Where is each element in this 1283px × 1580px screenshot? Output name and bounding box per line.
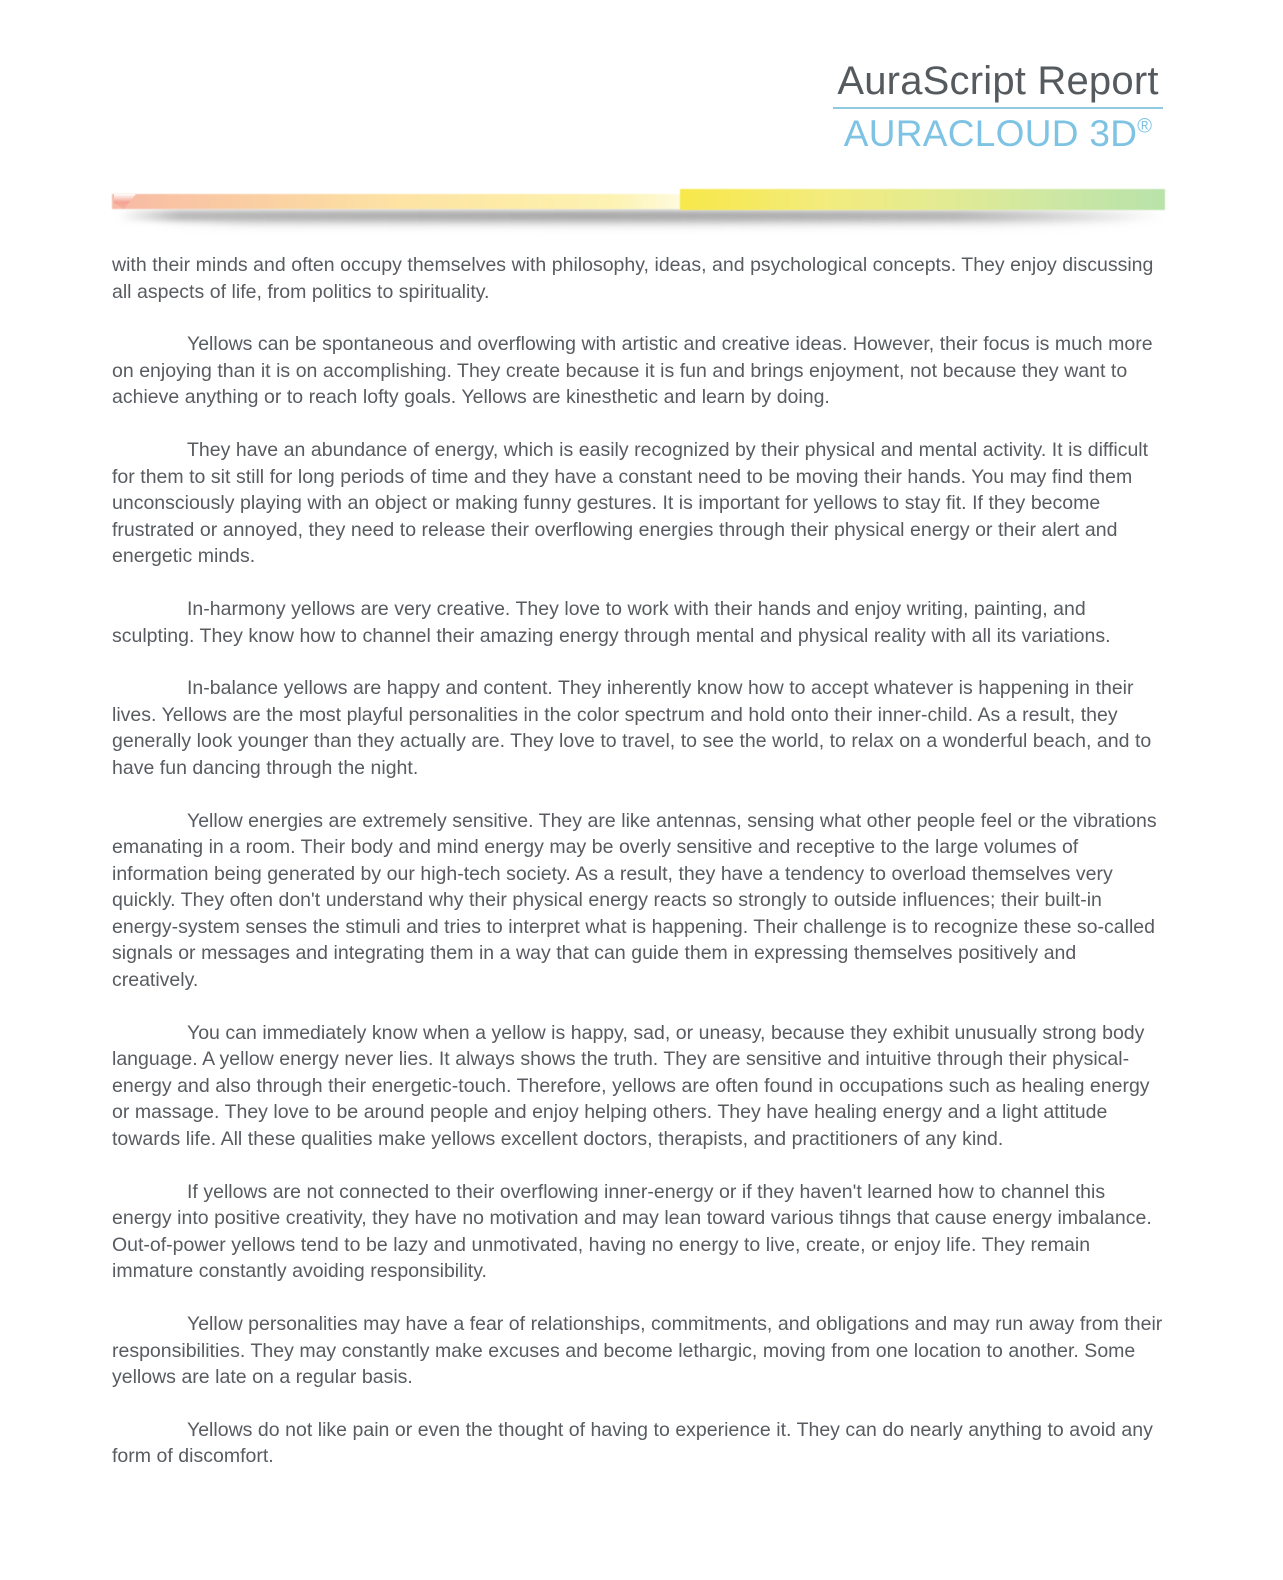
paragraph: If yellows are not connected to their overflowing inner-energy or if they haven't learned how to channel this energy into positive creativity, they have no motivation and may lean toward various tihngs that cause energy imbalance. Out-of-power yellows tend to be lazy and unmotivated, having no energy to live, create, or enjoy life. They remain immature constantly avoiding responsibility.	[112, 1180, 1152, 1283]
banner-bar-cool-segment	[680, 189, 1165, 210]
paragraph: They have an abundance of energy, which is easily recognized by their physical and mental activity. It is difficult for them to sit still for long periods of time and they have a constant need to be moving their hands. You may find them unconsciously playing with an object or making funny gestures. It is important for yellows to stay fit. If they become frustrated or annoyed, they need to release their overflowing energies through their physical energy or their alert and energetic minds.	[112, 438, 1149, 568]
paragraph: Yellows can be spontaneous and overflowing with artistic and creative ideas. However, their focus is much more on enjoying than it is on accomplishing. They create because it is fun and brings enjoyment, not because they want to achieve anything or to reach lofty goals. Yellows are kinesthetic and learn by doing.	[112, 333, 1153, 409]
banner-shadow-soft	[152, 216, 1142, 226]
report-header	[0, 0, 1283, 240]
paragraph: with their minds and often occupy themselves with philosophy, ideas, and psychological concepts. They enjoy discussing all aspects of life, from politics to spirituality.	[112, 254, 1154, 303]
banner-bar-warm-segment	[112, 194, 685, 209]
document-body	[112, 252, 1164, 1470]
aura-spectrum-banner	[112, 186, 1165, 240]
paragraph: In-balance yellows are happy and content. They inherently know how to accept whatever is happening in their lives. Yellows are the most playful personalities in the color spectrum and hold onto their inner-child. As a result, they generally look younger than they actually are. They love to travel, to see the world, to relax on a wonderful beach, and to have fun dancing through the night.	[112, 677, 1152, 779]
brand-title	[833, 113, 1163, 155]
registered-trademark-icon: ®	[1137, 115, 1153, 138]
paragraph: You can immediately know when a yellow is happy, sad, or uneasy, because they exhibit unusually strong body language. A yellow energy never lies. It always shows the truth. They are sensitive and intuitive through their physical-energy and also through their energetic-touch. Therefore, yellows are often found in occupations such as healing energy or massage. They love to be around people and enjoy helping others. They have healing energy and a light attitude towards life. All these qualities make yellows excellent doctors, therapists, and practitioners of any kind.	[112, 1021, 1150, 1151]
paragraph: Yellows do not like pain or even the thought of having to experience it. They can do nearly anything to avoid any form of discomfort.	[112, 1418, 1153, 1468]
paragraph: In-harmony yellows are very creative. They love to work with their hands and enjoy writing, painting, and sculpting. They know how to channel their amazing energy through mental and physical reality with all its variations.	[112, 597, 1111, 647]
paragraph: Yellow energies are extremely sensitive. They are like antennas, sensing what other people feel or the vibrations emanating in a room. Their body and mind energy may be overly sensitive and receptive to the large volumes of information being generated by our high-tech society. As a result, they have a tendency to overload themselves very quickly. They often don't understand why their physical energy reacts so strongly to outside influences; their built-in energy-system senses the stimuli and tries to interpret what is happening. Their challenge is to recognize these so-called signals or messages and integrating them in a way that can guide them in expressing themselves positively and creatively.	[112, 809, 1157, 992]
header-title-block	[833, 58, 1163, 155]
paragraph: Yellow personalities may have a fear of relationships, commitments, and obligations and may run away from their responsibilities. They may constantly make excuses and become lethargic, moving from one location to another. Some yellows are late on a regular basis.	[112, 1313, 1163, 1389]
report-title: AuraScript Report	[837, 59, 1159, 103]
brand-name: AURACLOUD 3D	[843, 113, 1138, 154]
title-divider-rule	[833, 107, 1163, 109]
